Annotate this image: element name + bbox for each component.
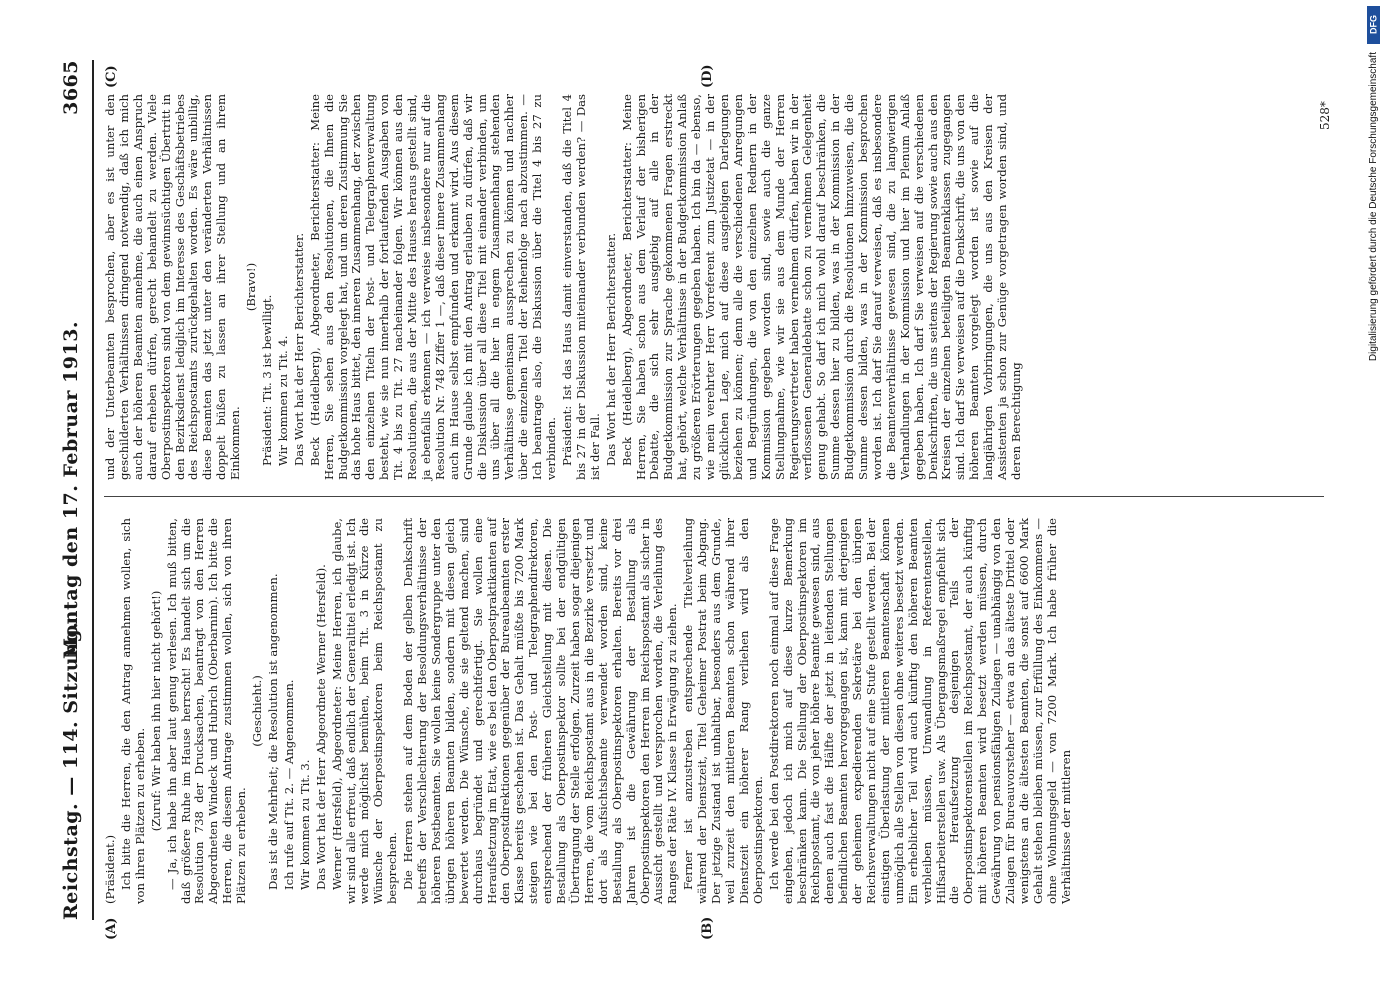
paragraph: Das ist die Mehrheit; die Resolution ist angenommen. [265, 573, 280, 890]
paragraph: (Bravo!) [244, 262, 259, 312]
margin-marker-d: (D) [700, 64, 715, 88]
paragraph: Das Wort hat der Herr Berichterstatter. [291, 232, 306, 466]
paragraph: Das Wort hat der Herr Berichterstatter. [603, 232, 618, 466]
paragraph: Wir kommen zu Tit. 4. [275, 335, 290, 466]
paragraph: Ferner ist anzustreben entsprechende Titelverleihung während der Dienstzeit, Titel Geheimer Postrat beim Abgang. Der jetzige Zustand ist unhaltbar, besonders aus dem Grunde, weil zurzeit den mittleren Beamten schon während ihrer Dienstzeit ein höherer Rang verliehen wird als den Oberpostinspektoren. [681, 518, 765, 904]
paragraph: Wir kommen zu Tit. 3. [297, 759, 312, 890]
paragraph: Beck (Heidelberg), Abgeordneter, Berichterstatter: Meine Herren, Sie haben schon aus dem Verlauf der bisherigen Debatte, die sich sehr ausgiebig auf alle in der Budgetkommission zur Sprache gekommenen Fragen erstreckt hat, gehört, welche Verhältnisse in der Budgetkommission Anlaß zu größeren Erörterungen gegeben haben. Ich bin da — ebenso, wie mein verehrter Herr Vorreferent zum Justizetat — in der glücklichen Lage, mich auf diese ausgiebigen Darlegungen beziehen zu können; denn alle die verschiedenen Anregungen und Begründungen, die von den einzelnen Rednern in der Kommission gegeben worden sind, sowie auch die ganze Stellungnahme, wie wir sie aus dem Munde der Herren Regierungsvertreter haben vernehmen dürfen, haben wir in der verflossenen Generaldebatte schon zu vernehmen Gelegenheit genug gehabt. So darf ich mich wohl darauf beschränken, die Summe dessen hier zu bilden, was in der Kommission in der Budgetkommission durch die Resolutionen hinzuweisen, die die Summe dessen bilden, was in der Kommission besprochen worden ist. Ich darf Sie darauf verweisen, daß es insbesondere die Beamtenverhältnisse gewesen sind, die zu langwierigen Verhandlungen in der Kommission und hier im Plenum Anlaß gegeben haben. Ich darf Sie verweisen auf die verschiedenen Denkschriften, die uns seitens der Regierung sowie auch aus den Kreisen der einzelnen beteiligten Beamtenklassen zugegangen sind. Ich darf Sie verweisen auf die Denkschrift, die uns von den höheren Beamten vorgelegt worden ist sowie auf die langjährigen Vorbringungen, die uns aus den Kreisen der Assistenten ja schon zur Genüge vorgetragen worden sind, und deren Berechtigung [619, 94, 1023, 480]
digitization-strip [1363, 0, 1383, 1000]
paragraph: Ich bitte die Herren, die den Antrag annehmen wollen, sich von ihren Plätzen zu erheben. [118, 518, 147, 904]
paragraph: Präsident: Tit. 3 ist bewilligt. [259, 294, 274, 466]
paragraph: (Geschieht.) [250, 675, 265, 747]
paragraph: Das Wort hat der Herr Abgeordnete Werner (Hersfeld). [313, 564, 328, 890]
header-date: Montag den 17. Februar 1913. [60, 320, 82, 660]
paragraph: Beck (Heidelberg), Abgeordneter, Berichterstatter: Meine Herren, Sie sehen aus den Resolutionen, die Ihnen die Budgetkommission vorgelegt hat, und um deren Zustimmung Sie das hohe Haus bittet, den inneren Zusammenhang, der zwischen den einzelnen Titeln der Post- und Telegraphenverwaltung besteht, wie sie nun innerhalb der fortlaufenden Ausgaben von Tit. 4 bis zu Tit. 27 nacheinander folgen. Wir können aus den Resolutionen, die aus der Mitte des Hauses heraus gestellt sind, ja ebenfalls erkennen — ich verweise insbesondere nur auf die Resolution Nr. 748 Ziffer 1 —, daß dieser innere Zusammenhang auch im Hause selbst empfunden und erkannt wird. Aus diesem Grunde glaube ich mit den Antrag erlauben zu dürfen, daß wir die Diskussion über all diese Titel mit einander verbinden, um uns über all die hier in engem Zusammenhang stehenden Verhältnisse gemeinsam aussprechen zu können und nachher über die einzelnen Titel der Reihenfolge nach abzustimmen. — Ich beantrage also, die Diskussion über die Titel 4 bis 27 zu verbinden. [307, 94, 559, 480]
paragraph: Präsident: Ist das Haus damit einverstanden, daß die Titel 4 bis 27 in der Diskussion miteinander verbunden werden? — Das ist der Fall. [560, 94, 602, 480]
header-session: Reichstag. — 114. Sitzung. [60, 621, 82, 920]
dfg-logo: DFG [1367, 6, 1380, 44]
paragraph: (Zuruf: Wir haben ihn hier nicht gehört!) [148, 590, 163, 832]
paragraph: Die Herren stehen auf dem Boden der gelben Denkschrift betreffs der Verschlechterung der Besoldungsverhältnisse der höheren Postbeamten. Sie wollen keine Sondergruppe unter den übrigen höheren Beamten bilden, sondern mit diesen gleich bewertet werden. Die Wünsche, die sie geltend machen, sind durchaus begründet und gerechtfertigt. Sie wollen eine Heraufsetzung im Etat, wie es bei den Oberpostpraktikanten auf den Oberpostdirektionen gegenüber der Bureaubeamten erster Klasse bereits geschehen ist. Das Gehalt müßte bis 7200 Mark steigen wie bei den Post- und Telegraphendirektoren, entsprechend der früheren Gleichstellung mit diesen. Die Bestallung als Oberpostinspektor sollte bei der endgültigen Übertragung der Stelle erfolgen. Zurzeit haben sogar diejenigen Herren, die vom Reichspostamt aus in die Bezirke versetzt und dort als Aufsichtsbeamte verwendet worden sind, keine Bestallung als Oberpostinspektoren erhalten. Bereits vor drei Jahren ist die Gewährung der Bestallung als Oberpostinspektoren den Herren im Reichspostamt als sicher in Aussicht gestellt und versprochen worden, die Verleihung des Ranges der Räte IV. Klasse in Erwägung zu ziehen. [401, 518, 680, 904]
paragraph: Ich werde bei den Postdirektoren noch einmal auf diese Frage eingehen, jedoch ich mich auf diese kurze Bemerkung beschränken kann. Die Stellung der Oberpostinspektoren im Reichspostamt, die von jeher höhere Beamte gewesen sind, aus denen auch fast die Hälfte der jetzt in leitenden Stellungen befindlichen Beamten hervorgegangen ist, kann mit derjenigen der geheimen expedierenden Sekretäre bei den übrigen Reichsverwaltungen nicht auf eine Stufe gestellt werden. Bei der einstigen Überlastung der mittleren Beamtenschaft können unmöglich alle Stellen von diesen ohne weiteres besetzt werden. Ein erheblicher Teil wird auch künftig den höheren Beamten verbleiben müssen, Umwandlung in Referentenstellen, Hilfsarbeiterstellen usw. Als Übergangsmaßregel empfiehlt sich die Heraufsetzung desjenigen Teils der Oberpostinspektorenstellen im Reichspostamt, der auch künftig mit höheren Beamten wird besetzt werden müssen, durch Gewährung von pensionsfähigen Zulagen — unabhängig von den Zulagen für Bureauvorsteher — etwa an das älteste Drittel oder wenigstens an die ältesten Beamten, die sonst auf 6600 Mark Gehalt stehen bleiben müssen, zur Erfüllung des Einkommens — ohne Wohnungsgeld — von 7200 Mark. Ich habe früher die Verhältnisse der mittleren [766, 518, 1073, 904]
paragraph: — Ja, ich habe ihn aber laut genug verlesen. Ich muß bitten, daß größere Ruhe im Hause herrscht! Es handelt sich um die Resolution 738 der Drucksachen, beantragt von den Herren Abgeordneten Windeck und Hubrich (Oberbarnim). Ich bitte die Herren, die diesem Antrage zustimmen wollen, sich von ihren Plätzen zu erheben. [164, 518, 249, 904]
margin-marker-a: (A) [104, 917, 119, 940]
margin-marker-c: (C) [104, 65, 119, 88]
header-page-number: 3665 [60, 60, 82, 115]
page-header [56, 60, 94, 920]
right-text-column [104, 94, 1026, 480]
margin-marker-b: (B) [700, 916, 715, 940]
paragraph: Ich rufe auf Tit. 2. — Angenommen. [281, 679, 296, 890]
left-text-column [104, 518, 1076, 904]
column-divider [104, 496, 1324, 497]
digitization-credit: Digitalisierung gefördert durch die Deutsche Forschungsgemeinschaft [1367, 52, 1379, 362]
folio-mark: 528* [1318, 101, 1332, 130]
paragraph: Werner (Hersfeld), Abgeordneter: Meine Herren, ich glaube, wir sind alle erfreut, daß endlich der Generaltitel erledigt ist. Ich werde mich möglichst bemühen, beim Tit. 3 in Kürze die Wünsche der Oberpostinspektoren beim Reichspostamt zu besprechen. [329, 518, 400, 904]
paragraph: (Präsident.) [103, 834, 117, 904]
paragraph: und der Unterbeamten besprochen, aber es ist unter den geschilderten Verhältnissen dringend notwendig, daß ich mich auch der höheren Beamten annehme, die auch einen Anspruch darauf erheben dürfen, gerecht behandelt zu werden. Viele Oberpostinspektoren sind von dem gewinnsüchtigen Übertritt in den Bezirksdienst lediglich im Interesse des Geschäftsbetriebes des Reichspostamts zurückgehalten worden. Es wäre unbillig, diese Beamten das jetzt unter den veränderten Verhältnissen doppelt büßen zu lassen an ihrer Stellung und an ihrem Einkommen. [103, 94, 243, 480]
